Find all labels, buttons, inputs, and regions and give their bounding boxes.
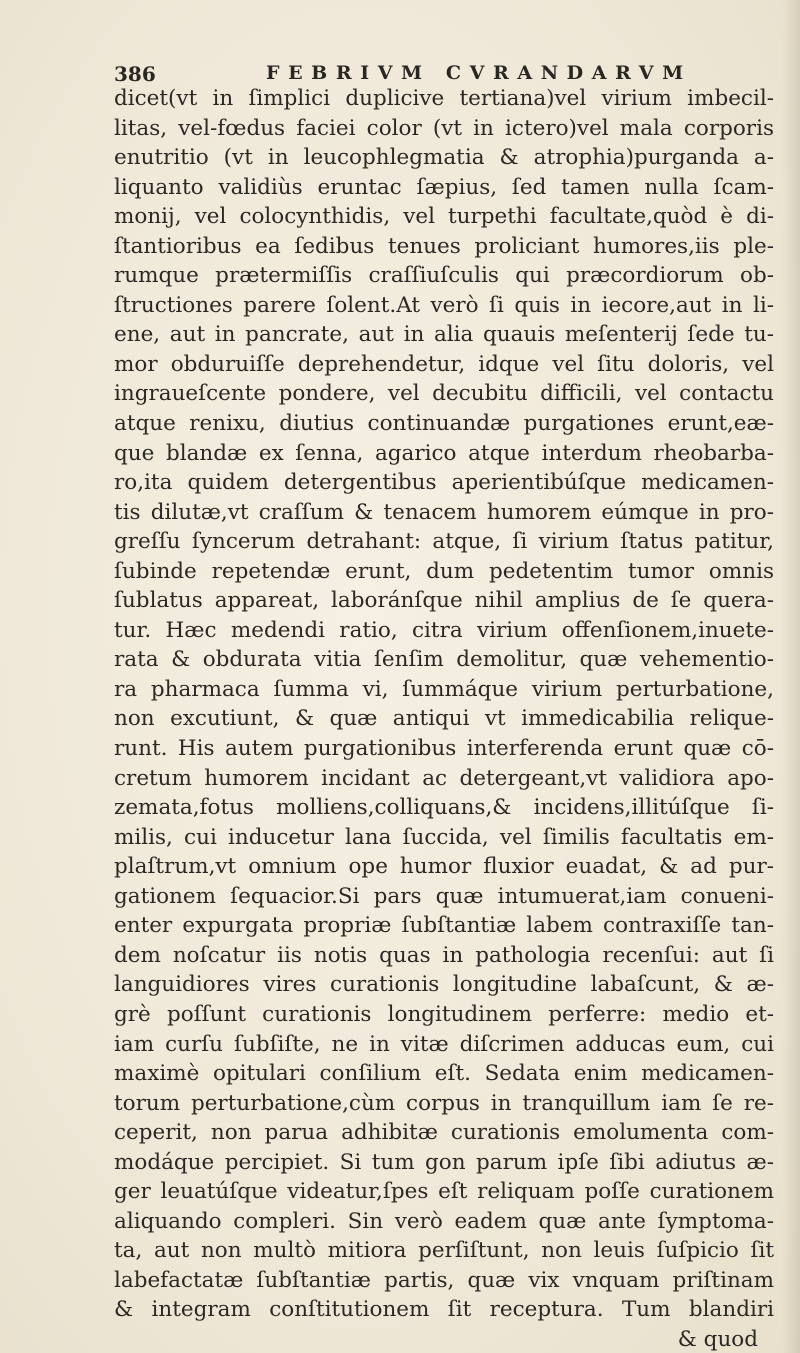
text-line: aliquando compleri. Sin verò eadem quæ ante ſymptoma- (114, 1208, 774, 1234)
text-line: cretum humorem incidant ac detergeant,vt validiora apo- (114, 765, 774, 791)
text-line: & integram conſtitutionem ſit receptura. Tum blandiri (114, 1297, 774, 1323)
text-line: ger leuatúſque videatur,ſpes eſt reliquam poſſe curationem (114, 1179, 774, 1205)
text-line: rata & obdurata vitia ſenſim demolitur, quæ vehementio- (114, 647, 774, 673)
text-line: iam curſu ſubſiſte, ne in vitæ diſcrimen adducas eum, cui (114, 1031, 774, 1057)
text-line: enutritio (vt in leucophlegmatia & atrophia)purganda a- (114, 145, 774, 171)
text-line: milis, cui inducetur lana ſuccida, vel ſimilis facultatis em- (114, 824, 774, 850)
text-line: torum perturbatione,cùm corpus in tranquillum iam ſe re- (114, 1090, 774, 1116)
text-line: ſublatus appareat, laboránſque nihil amplius de ſe quera- (114, 588, 774, 614)
text-line: labefactatæ ſubſtantiæ partis, quæ vix vnquam priſtinam (114, 1267, 774, 1293)
body-text (114, 84, 774, 1353)
text-line: rumque prætermiſſis craſſiuſculis qui præcordiorum ob- (114, 263, 774, 289)
text-line: ſubinde repetendæ erunt, dum pedetentim tumor omnis (114, 558, 774, 584)
text-line: & quod (677, 1326, 758, 1352)
text-line: atque renixu, diutius continuandæ purgationes erunt,eæ- (114, 411, 774, 437)
text-line: ene, aut in pancrate, aut in alia quauis meſenterij ſede tu- (114, 322, 774, 348)
text-line: ingraueſcente pondere, vel decubitu difficili, vel contactu (114, 381, 774, 407)
text-line: non excutiunt, & quæ antiqui vt immedicabilia relique- (114, 706, 774, 732)
text-line: mor obduruiſſe deprehendetur, idque vel ſitu doloris, vel (114, 351, 774, 377)
text-line: ra pharmaca ſumma vi, ſummáque virium perturbatione, (114, 676, 774, 702)
text-line: tur. Hæc medendi ratio, citra virium offenſionem,inuete- (114, 617, 774, 643)
text-line: liquanto validiùs eruntac ſæpius, ſed tamen nulla ſcam- (114, 174, 774, 200)
text-line: enter expurgata propriæ ſubſtantiæ labem contraxiſſe tan- (114, 913, 774, 939)
text-line: ceperit, non parua adhibitæ curationis emolumenta com- (114, 1120, 774, 1146)
text-line: litas, vel-fœdus faciei color (vt in ictero)vel mala corporis (114, 115, 774, 141)
text-line: ta, aut non multò mitiora perſiſtunt, non leuis ſuſpicio ſit (114, 1238, 774, 1264)
text-line: ro,ita quidem detergentibus aperientibúſque medicamen- (114, 470, 774, 496)
text-line: ſtructiones parere ſolent.At verò ſi quis in iecore,aut in li- (114, 292, 774, 318)
text-line: languidiores vires curationis longitudine labaſcunt, & æ- (114, 972, 774, 998)
text-line: runt. His autem purgationibus interferenda erunt quæ cō- (114, 736, 774, 762)
text-line: monij, vel colocynthidis, vel turpethi facultate,quòd è di- (114, 204, 774, 230)
page-number: 386 (114, 62, 156, 86)
text-line: plaſtrum,vt omnium ope humor fluxior euadat, & ad pur- (114, 854, 774, 880)
text-line: greſſu ſyncerum detrahant: atque, ſi virium ſtatus patitur, (114, 529, 774, 555)
running-head: FEBRIVM CVRANDARVM (266, 62, 692, 84)
text-line: modáque percipiet. Si tum gon parum ipſe ſibi adiutus æ- (114, 1149, 774, 1175)
text-line: zemata,fotus molliens,colliquans,& incidens,illitúſque ſi- (114, 795, 774, 821)
text-line: que blandæ ex ſenna, agarico atque interdum rheobarba- (114, 440, 774, 466)
page-edge-shadow (782, 0, 800, 1353)
text-line: tis dilutæ,vt craſſum & tenacem humorem eúmque in pro- (114, 499, 774, 525)
text-line: grè poſſunt curationis longitudinem perferre: medio et- (114, 1001, 774, 1027)
text-line: ſtantioribus ea ſedibus tenues proliciant humores,iis ple- (114, 233, 774, 259)
text-line: maximè opitulari conſilium eſt. Sedata enim medicamen- (114, 1061, 774, 1087)
text-line: gationem ſequacior.Si pars quæ intumuerat,iam conueni- (114, 883, 774, 909)
text-line: dicet(vt in ſimplici duplicive tertiana)vel virium imbecil- (114, 86, 774, 111)
text-line: dem noſcatur iis notis quas in pathologia recenſui: aut ſi (114, 942, 774, 968)
